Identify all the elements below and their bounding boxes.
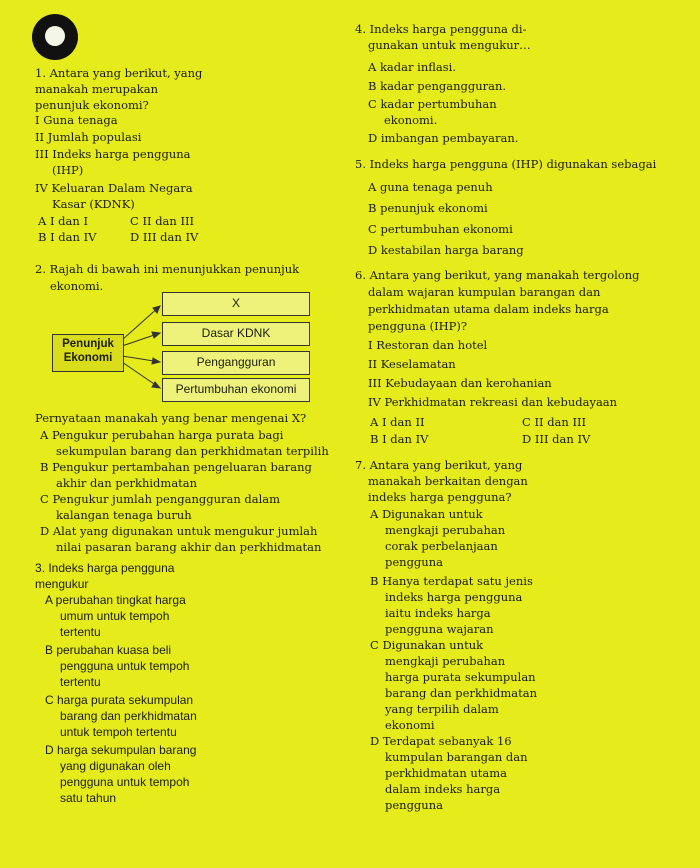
q6-option: C II dan III xyxy=(522,415,587,429)
q7-option-b: B Hanya terdapat satu jenis xyxy=(370,574,533,588)
q7-option-b: iaitu indeks harga xyxy=(385,606,491,620)
q2-option-b: akhir dan perkhidmatan xyxy=(56,476,198,490)
q3-option-b: tertentu xyxy=(60,675,101,689)
q6-line: 6. Antara yang berikut, yang manakah tergolong xyxy=(355,268,640,282)
q1-option: B I dan IV xyxy=(38,230,97,244)
q4-option: B kadar pengangguran. xyxy=(368,79,507,93)
q3-option-c: untuk tempoh tertentu xyxy=(60,725,177,739)
q4-option: A kadar inflasi. xyxy=(368,60,457,74)
q3-option-a: A perubahan tingkat harga xyxy=(45,593,186,607)
q7-option-c: barang dan perkhidmatan xyxy=(385,686,537,700)
q3-line: mengukur xyxy=(35,577,89,591)
q7-option-d: D Terdapat sebanyak 16 xyxy=(370,734,512,748)
q1-line: penunjuk ekonomi? xyxy=(35,98,149,112)
q3-option-d: pengguna untuk tempoh xyxy=(60,775,190,789)
q1-item: III Indeks harga pengguna xyxy=(35,147,191,161)
diagram-box-pertumbuhan: Pertumbuhan ekonomi xyxy=(162,378,310,402)
q1-item: IV Keluaran Dalam Negara xyxy=(35,181,193,195)
q3-option-c: barang dan perkhidmatan xyxy=(60,709,197,723)
q3-option-a: tertentu xyxy=(60,625,101,639)
q7-line: 7. Antara yang berikut, yang xyxy=(355,458,523,472)
q7-option-c: ekonomi xyxy=(385,718,435,732)
diagram-box-x: X xyxy=(162,292,310,316)
q6-option: D III dan IV xyxy=(522,432,591,446)
q1-item: Kasar (KDNK) xyxy=(52,197,135,211)
q2-option-c: C Pengukur jumlah pengangguran dalam xyxy=(40,492,281,506)
q7-option-d: perkhidmatan utama xyxy=(385,766,508,780)
q6-option: B I dan IV xyxy=(370,432,429,446)
q2-option-a: sekumpulan barang dan perkhidmatan terpilih xyxy=(56,444,329,458)
q3-option-a: umum untuk tempoh xyxy=(60,609,170,623)
q7-option-c: C Digunakan untuk xyxy=(370,638,484,652)
q6-item: II Keselamatan xyxy=(368,357,456,371)
q2-option-a: A Pengukur perubahan harga purata bagi xyxy=(40,428,284,442)
q2-line: 2. Rajah di bawah ini menunjukkan penunjuk xyxy=(35,262,300,276)
q3-option-b: pengguna untuk tempoh xyxy=(60,659,190,673)
q6-option: A I dan II xyxy=(370,415,425,429)
q6-line: dalam wajaran kumpulan barangan dan xyxy=(368,285,601,299)
q7-line: manakah berkaitan dengan xyxy=(368,474,528,488)
diagram-box-kdnk: Dasar KDNK xyxy=(162,322,310,346)
q1-option: A I dan I xyxy=(38,214,88,228)
q2-option-d: D Alat yang digunakan untuk mengukur jumlah xyxy=(40,524,318,538)
q5-option: B penunjuk ekonomi xyxy=(368,201,488,215)
q3-option-d: yang digunakan oleh xyxy=(60,759,171,773)
q4-option: D imbangan pembayaran. xyxy=(368,131,519,145)
q6-item: I Restoran dan hotel xyxy=(368,338,488,352)
q7-option-d: kumpulan barangan dan xyxy=(385,750,528,764)
q7-option-c: mengkaji perubahan xyxy=(385,654,506,668)
q3-option-d: D harga sekumpulan barang xyxy=(45,743,197,757)
q6-item: IV Perkhidmatan rekreasi dan kebudayaan xyxy=(368,395,618,409)
q7-line: indeks harga pengguna? xyxy=(368,490,512,504)
q7-option-a: pengguna xyxy=(385,555,443,569)
q2-option-d: nilai pasaran barang akhir dan perkhidmatan xyxy=(56,540,322,554)
q1-option: C II dan III xyxy=(130,214,195,228)
q6-line: perkhidmatan utama dalam indeks harga xyxy=(368,302,609,316)
q5-option: A guna tenaga penuh xyxy=(368,180,493,194)
q1-item: II Jumlah populasi xyxy=(35,130,142,144)
diagram-center-box: Penunjuk Ekonomi xyxy=(52,334,124,372)
q3-option-d: satu tahun xyxy=(60,791,117,805)
q5-line: 5. Indeks harga pengguna (IHP) digunakan sebagai xyxy=(355,157,657,171)
q4-line: gunakan untuk mengukur… xyxy=(368,38,531,52)
q1-item: I Guna tenaga xyxy=(35,113,118,127)
q1-line: 1. Antara yang berikut, yang xyxy=(35,66,203,80)
q4-line: 4. Indeks harga pengguna di- xyxy=(355,22,527,36)
q7-option-b: pengguna wajaran xyxy=(385,622,494,636)
q7-option-b: indeks harga pengguna xyxy=(385,590,523,604)
q7-option-c: harga purata sekumpulan xyxy=(385,670,536,684)
q4-option: ekonomi. xyxy=(384,113,438,127)
q7-option-c: yang terpilih dalam xyxy=(385,702,499,716)
q3-option-c: C harga purata sekumpulan xyxy=(45,693,194,707)
q7-option-a: corak perbelanjaan xyxy=(385,539,498,553)
q3-line: 3. Indeks harga pengguna xyxy=(35,561,175,575)
q2-option-c: kalangan tenaga buruh xyxy=(56,508,192,522)
q1-line: manakah merupakan xyxy=(35,82,158,96)
q7-option-d: dalam indeks harga xyxy=(385,782,501,796)
q1-option: D III dan IV xyxy=(130,230,199,244)
q5-option: D kestabilan harga barang xyxy=(368,243,524,257)
q6-line: pengguna (IHP)? xyxy=(368,319,468,333)
diagram-box-pengangguran: Pengangguran xyxy=(162,351,310,375)
q5-option: C pertumbuhan ekonomi xyxy=(368,222,513,236)
q2-line: ekonomi. xyxy=(50,279,104,293)
q1-item: (IHP) xyxy=(52,163,84,177)
q7-option-d: pengguna xyxy=(385,798,443,812)
q6-item: III Kebudayaan dan kerohanian xyxy=(368,376,552,390)
q7-option-a: A Digunakan untuk xyxy=(370,507,483,521)
q3-option-b: B perubahan kuasa beli xyxy=(45,643,172,657)
q7-option-a: mengkaji perubahan xyxy=(385,523,506,537)
q2-stem: Pernyataan manakah yang benar mengenai X? xyxy=(35,411,307,425)
q2-option-b: B Pengukur pertambahan pengeluaran barang xyxy=(40,460,312,474)
q4-option: C kadar pertumbuhan xyxy=(368,97,497,111)
